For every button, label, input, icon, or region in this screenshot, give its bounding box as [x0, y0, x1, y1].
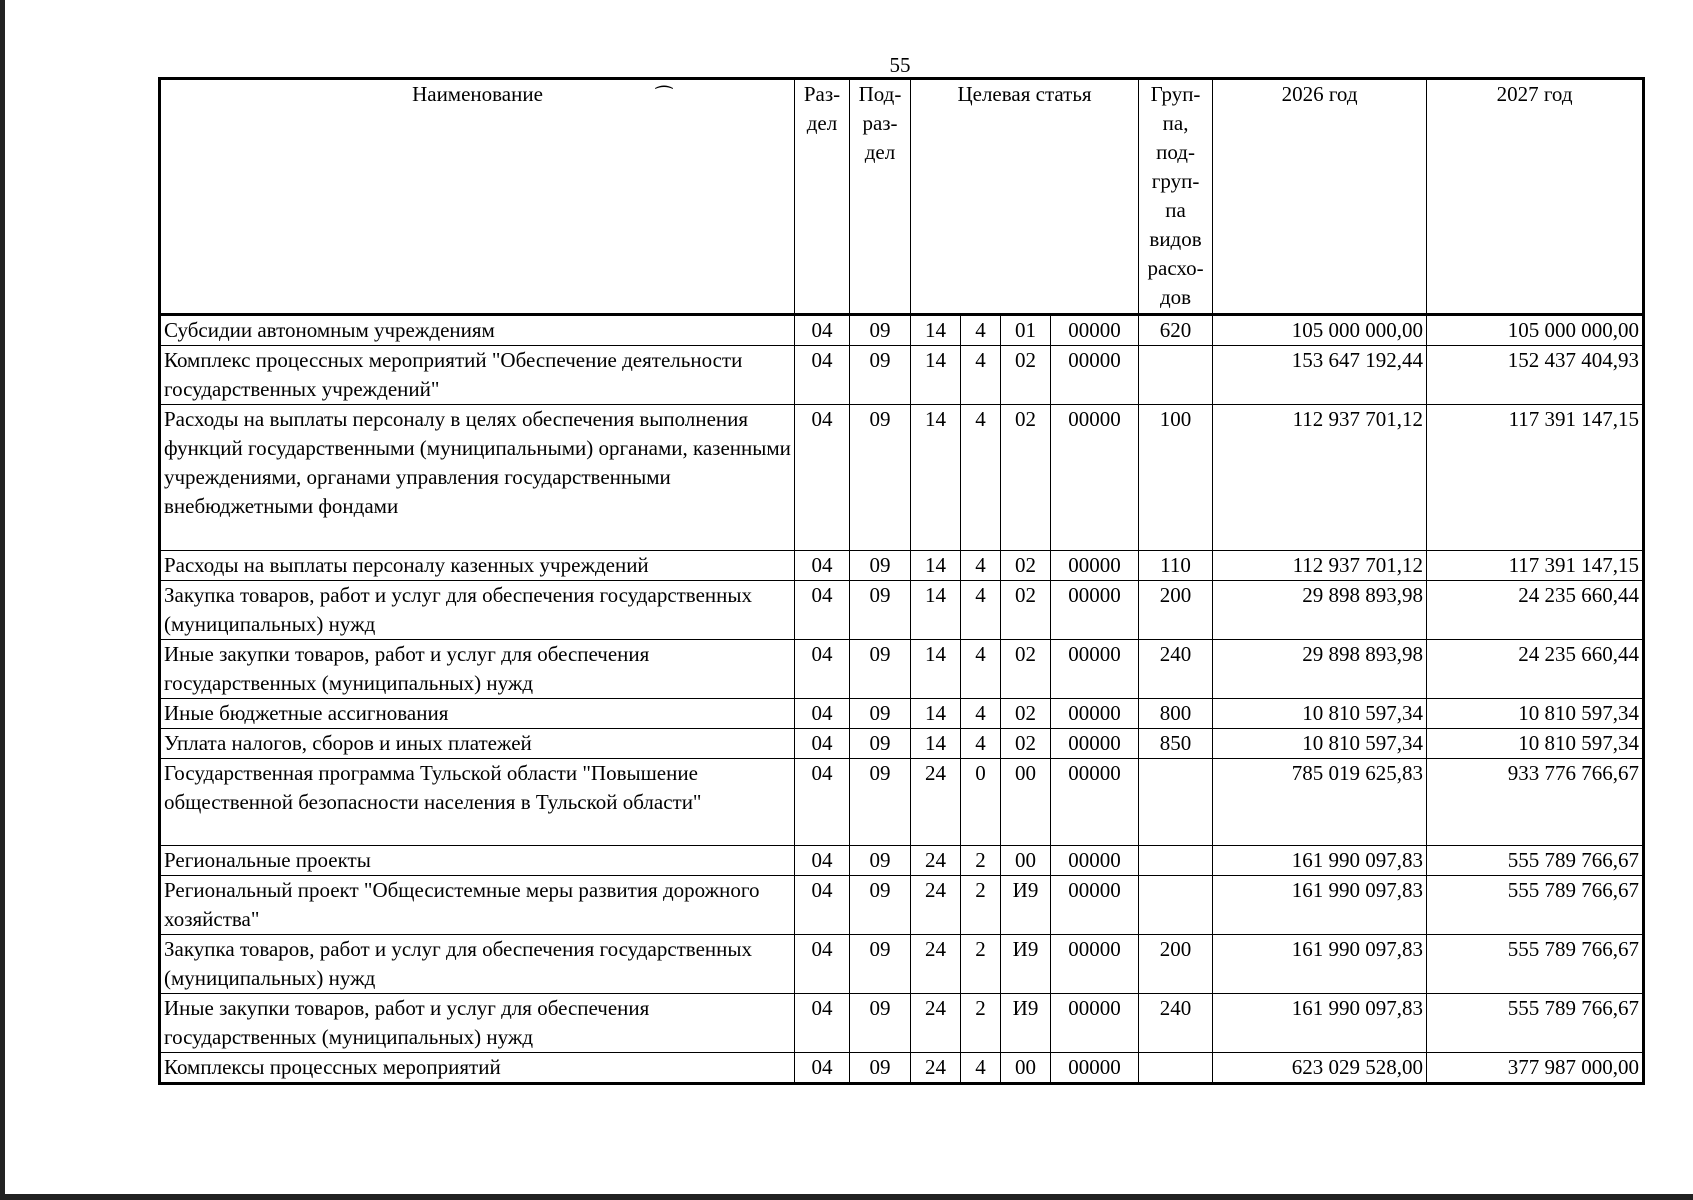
cell-podrazdel: 09 — [850, 846, 911, 876]
cell-razdel: 04 — [795, 581, 850, 640]
cell-amount-2027: 555 789 766,67 — [1427, 876, 1644, 935]
cell-target-direction: 00000 — [1051, 876, 1139, 935]
table-row — [160, 729, 1644, 759]
cell-amount-2026: 105 000 000,00 — [1213, 315, 1427, 346]
cell-target-program: 24 — [911, 759, 961, 846]
cell-name: Иные закупки товаров, работ и услуг для обеспечения государственных (муниципальных) нужд — [160, 994, 795, 1053]
cell-target-subprogram: И9 — [1001, 935, 1051, 994]
cell-expense-group: 100 — [1139, 405, 1213, 551]
cell-target-type: 4 — [961, 346, 1001, 405]
cell-amount-2027: 24 235 660,44 — [1427, 581, 1644, 640]
cell-razdel: 04 — [795, 315, 850, 346]
cell-expense-group — [1139, 876, 1213, 935]
cell-razdel: 04 — [795, 846, 850, 876]
table-row — [160, 699, 1644, 729]
cell-target-subprogram: 02 — [1001, 640, 1051, 699]
cell-expense-group — [1139, 346, 1213, 405]
cell-target-direction: 00000 — [1051, 1053, 1139, 1084]
table-row — [160, 346, 1644, 405]
cell-amount-2026: 785 019 625,83 — [1213, 759, 1427, 846]
cell-podrazdel: 09 — [850, 876, 911, 935]
cell-podrazdel: 09 — [850, 346, 911, 405]
cell-target-type: 4 — [961, 315, 1001, 346]
header-name-label: Наименование — [412, 82, 543, 106]
cell-amount-2027: 10 810 597,34 — [1427, 699, 1644, 729]
cell-amount-2026: 161 990 097,83 — [1213, 994, 1427, 1053]
header-podrazdel-line: раз- — [862, 111, 898, 135]
cell-target-direction: 00000 — [1051, 699, 1139, 729]
cell-amount-2026: 623 029 528,00 — [1213, 1053, 1427, 1084]
cell-target-direction: 00000 — [1051, 581, 1139, 640]
cell-expense-group: 200 — [1139, 581, 1213, 640]
cell-target-type: 2 — [961, 846, 1001, 876]
cell-razdel: 04 — [795, 1053, 850, 1084]
cell-target-program: 14 — [911, 699, 961, 729]
cell-target-direction: 00000 — [1051, 315, 1139, 346]
cell-razdel: 04 — [795, 994, 850, 1053]
cell-amount-2026: 112 937 701,12 — [1213, 551, 1427, 581]
cell-target-program: 14 — [911, 581, 961, 640]
header-podrazdel — [850, 79, 911, 315]
cell-target-subprogram: 00 — [1001, 1053, 1051, 1084]
budget-table — [158, 77, 1645, 1085]
table-body — [160, 315, 1644, 1084]
cell-target-subprogram: 01 — [1001, 315, 1051, 346]
cell-name: Иные закупки товаров, работ и услуг для обеспечения государственных (муниципальных) нужд — [160, 640, 795, 699]
cell-target-subprogram: И9 — [1001, 994, 1051, 1053]
cell-podrazdel: 09 — [850, 315, 911, 346]
cell-amount-2026: 153 647 192,44 — [1213, 346, 1427, 405]
cell-amount-2026: 161 990 097,83 — [1213, 846, 1427, 876]
cell-amount-2026: 10 810 597,34 — [1213, 699, 1427, 729]
cell-target-program: 24 — [911, 935, 961, 994]
cell-target-program: 24 — [911, 876, 961, 935]
cell-amount-2027: 377 987 000,00 — [1427, 1053, 1644, 1084]
cell-name: Уплата налогов, сборов и иных платежей — [160, 729, 795, 759]
cell-target-program: 24 — [911, 846, 961, 876]
cell-target-program: 14 — [911, 346, 961, 405]
header-razdel — [795, 79, 850, 315]
cell-target-subprogram: 02 — [1001, 405, 1051, 551]
cell-amount-2027: 152 437 404,93 — [1427, 346, 1644, 405]
cell-amount-2027: 555 789 766,67 — [1427, 994, 1644, 1053]
cell-target-direction: 00000 — [1051, 346, 1139, 405]
cell-target-type: 0 — [961, 759, 1001, 846]
cell-amount-2026: 29 898 893,98 — [1213, 581, 1427, 640]
header-group-line: груп- — [1151, 169, 1200, 193]
cell-target-direction: 00000 — [1051, 759, 1139, 846]
page-number: 55 — [889, 53, 911, 77]
cell-name: Комплекс процессных мероприятий "Обеспечение деятельности государственных учреждений" — [160, 346, 795, 405]
cell-podrazdel: 09 — [850, 935, 911, 994]
header-razdel-line: дел — [806, 111, 838, 135]
cell-razdel: 04 — [795, 729, 850, 759]
header-target-article: Целевая статья — [911, 79, 1139, 315]
table-row — [160, 405, 1644, 551]
cell-name: Расходы на выплаты персоналу казенных учреждений — [160, 551, 795, 581]
cell-podrazdel: 09 — [850, 994, 911, 1053]
cell-razdel: 04 — [795, 551, 850, 581]
cell-amount-2027: 10 810 597,34 — [1427, 729, 1644, 759]
cell-target-type: 2 — [961, 876, 1001, 935]
cell-podrazdel: 09 — [850, 1053, 911, 1084]
table-row — [160, 876, 1644, 935]
cell-razdel: 04 — [795, 405, 850, 551]
cell-target-subprogram: 02 — [1001, 551, 1051, 581]
table-row — [160, 994, 1644, 1053]
header-group-line: па, — [1162, 111, 1189, 135]
cell-expense-group — [1139, 1053, 1213, 1084]
cell-amount-2027: 117 391 147,15 — [1427, 405, 1644, 551]
cell-target-type: 2 — [961, 994, 1001, 1053]
table-row — [160, 935, 1644, 994]
cell-amount-2026: 161 990 097,83 — [1213, 935, 1427, 994]
cell-expense-group: 620 — [1139, 315, 1213, 346]
table-row — [160, 315, 1644, 346]
cell-target-type: 4 — [961, 581, 1001, 640]
cell-target-direction: 00000 — [1051, 640, 1139, 699]
header-podrazdel-line: Под- — [858, 82, 902, 106]
cell-razdel: 04 — [795, 699, 850, 729]
cell-target-direction: 00000 — [1051, 846, 1139, 876]
header-year-2027: 2027 год — [1427, 79, 1644, 315]
cell-target-program: 24 — [911, 1053, 961, 1084]
cell-podrazdel: 09 — [850, 640, 911, 699]
header-group-line: расхо- — [1147, 256, 1204, 280]
cell-podrazdel: 09 — [850, 699, 911, 729]
table-row — [160, 846, 1644, 876]
cell-razdel: 04 — [795, 935, 850, 994]
cell-name: Закупка товаров, работ и услуг для обеспечения государственных (муниципальных) нужд — [160, 581, 795, 640]
header-group-line: под- — [1156, 140, 1195, 164]
cell-name: Субсидии автономным учреждениям — [160, 315, 795, 346]
header-group-line: Груп- — [1150, 82, 1201, 106]
cell-target-type: 4 — [961, 405, 1001, 551]
cell-name: Комплексы процессных мероприятий — [160, 1053, 795, 1084]
table-row — [160, 581, 1644, 640]
cell-razdel: 04 — [795, 876, 850, 935]
cell-expense-group — [1139, 846, 1213, 876]
cell-amount-2026: 10 810 597,34 — [1213, 729, 1427, 759]
cell-amount-2027: 555 789 766,67 — [1427, 846, 1644, 876]
cell-razdel: 04 — [795, 640, 850, 699]
header-group-line: дов — [1159, 285, 1192, 309]
cell-target-direction: 00000 — [1051, 405, 1139, 551]
cell-target-subprogram: 02 — [1001, 346, 1051, 405]
table-header — [160, 79, 1644, 315]
cell-amount-2027: 24 235 660,44 — [1427, 640, 1644, 699]
cell-podrazdel: 09 — [850, 405, 911, 551]
cell-target-type: 4 — [961, 551, 1001, 581]
header-year-2026: 2026 год — [1213, 79, 1427, 315]
cell-expense-group: 850 — [1139, 729, 1213, 759]
cell-name: Государственная программа Тульской области "Повышение общественной безопасности населения в Тульской области" — [160, 759, 795, 846]
cell-target-direction: 00000 — [1051, 994, 1139, 1053]
header-group-line: видов — [1149, 227, 1202, 251]
cell-target-type: 2 — [961, 935, 1001, 994]
cell-expense-group: 200 — [1139, 935, 1213, 994]
header-razdel-line: Раз- — [803, 82, 841, 106]
cell-target-program: 14 — [911, 729, 961, 759]
cell-target-subprogram: 02 — [1001, 581, 1051, 640]
cell-amount-2027: 555 789 766,67 — [1427, 935, 1644, 994]
cell-expense-group: 800 — [1139, 699, 1213, 729]
cell-target-program: 24 — [911, 994, 961, 1053]
cell-expense-group — [1139, 759, 1213, 846]
cell-name: Иные бюджетные ассигнования — [160, 699, 795, 729]
cell-amount-2026: 161 990 097,83 — [1213, 876, 1427, 935]
table-row — [160, 640, 1644, 699]
cell-podrazdel: 09 — [850, 581, 911, 640]
table-row — [160, 551, 1644, 581]
cell-razdel: 04 — [795, 759, 850, 846]
cell-target-direction: 00000 — [1051, 729, 1139, 759]
cell-amount-2027: 933 776 766,67 — [1427, 759, 1644, 846]
cell-podrazdel: 09 — [850, 759, 911, 846]
cell-target-type: 4 — [961, 699, 1001, 729]
cell-name: Региональные проекты — [160, 846, 795, 876]
cell-amount-2026: 112 937 701,12 — [1213, 405, 1427, 551]
cell-target-direction: 00000 — [1051, 935, 1139, 994]
table-row — [160, 1053, 1644, 1084]
cell-target-subprogram: 02 — [1001, 729, 1051, 759]
cell-name: Региональный проект "Общесистемные меры развития дорожного хозяйства" — [160, 876, 795, 935]
cell-target-program: 14 — [911, 640, 961, 699]
cell-target-type: 4 — [961, 1053, 1001, 1084]
header-name — [160, 79, 795, 315]
cell-name: Закупка товаров, работ и услуг для обеспечения государственных (муниципальных) нужд — [160, 935, 795, 994]
scan-mark: ⁀ — [656, 87, 673, 109]
cell-target-type: 4 — [961, 640, 1001, 699]
cell-target-subprogram: И9 — [1001, 876, 1051, 935]
cell-target-subprogram: 00 — [1001, 759, 1051, 846]
cell-expense-group: 240 — [1139, 640, 1213, 699]
cell-target-program: 14 — [911, 551, 961, 581]
cell-podrazdel: 09 — [850, 551, 911, 581]
header-podrazdel-line: дел — [864, 140, 896, 164]
cell-target-subprogram: 00 — [1001, 846, 1051, 876]
cell-razdel: 04 — [795, 346, 850, 405]
cell-amount-2027: 105 000 000,00 — [1427, 315, 1644, 346]
cell-expense-group: 240 — [1139, 994, 1213, 1053]
cell-amount-2026: 29 898 893,98 — [1213, 640, 1427, 699]
cell-target-program: 14 — [911, 315, 961, 346]
cell-target-program: 14 — [911, 405, 961, 551]
cell-target-subprogram: 02 — [1001, 699, 1051, 729]
cell-podrazdel: 09 — [850, 729, 911, 759]
table-row — [160, 759, 1644, 846]
header-group-line: па — [1165, 198, 1186, 222]
cell-name: Расходы на выплаты персоналу в целях обеспечения выполнения функций государственными (муниципальными) органами, казенными учреждениями, органами управления государственными внебюджетными фондами — [160, 405, 795, 551]
cell-target-direction: 00000 — [1051, 551, 1139, 581]
cell-expense-group: 110 — [1139, 551, 1213, 581]
cell-target-type: 4 — [961, 729, 1001, 759]
header-expense-group — [1139, 79, 1213, 315]
cell-amount-2027: 117 391 147,15 — [1427, 551, 1644, 581]
